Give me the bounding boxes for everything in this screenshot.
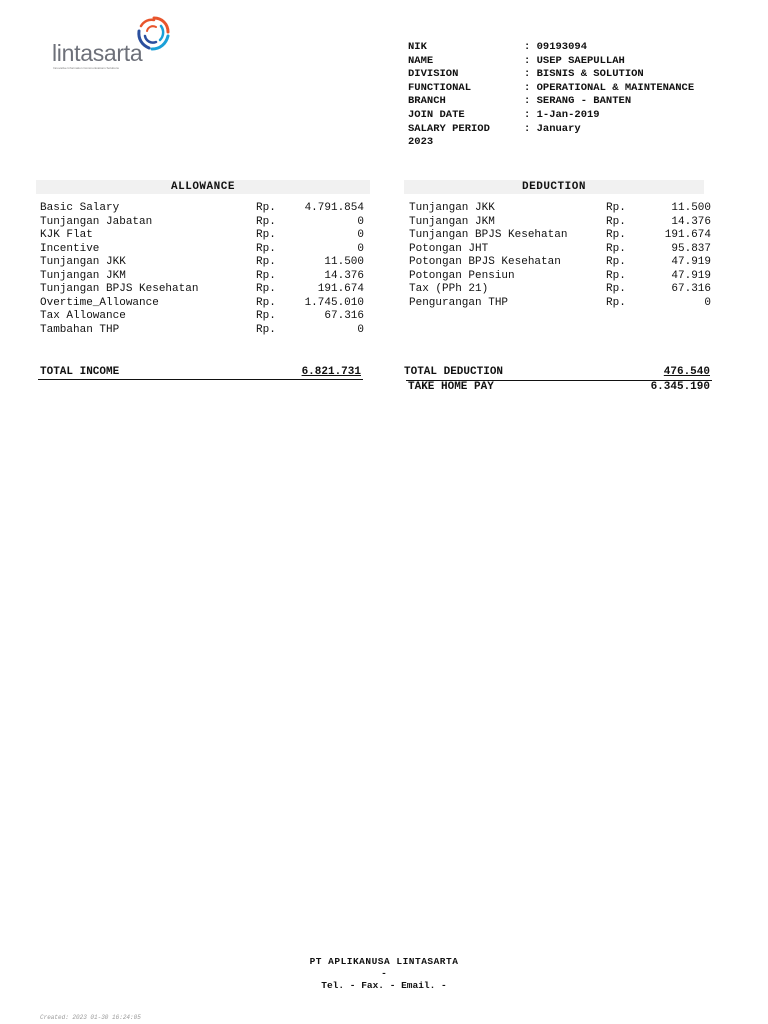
allowance-header: ALLOWANCE (36, 180, 370, 194)
info-row (408, 55, 694, 69)
item-label: Tunjangan BPJS Kesehatan (409, 229, 568, 241)
info-row (408, 123, 694, 137)
allowance-row (40, 202, 364, 216)
info-value: : January (524, 122, 581, 135)
info-label: JOIN DATE (408, 108, 465, 121)
item-amount: 47.919 (671, 269, 711, 282)
info-label: SALARY PERIOD (408, 122, 490, 135)
item-currency: Rp. (256, 310, 276, 322)
total-deduction-value: 476.540 (663, 366, 710, 378)
item-currency: Rp. (256, 269, 276, 282)
total-deduction-label: TOTAL DEDUCTION (404, 366, 504, 378)
item-label: Tax Allowance (40, 310, 126, 322)
allowance-row (40, 216, 364, 230)
allowance-row (40, 324, 364, 338)
deduction-row (409, 216, 711, 230)
info-row (408, 41, 694, 55)
deduction-row (409, 283, 711, 297)
item-amount: 47.919 (671, 256, 711, 268)
item-currency: Rp. (256, 242, 276, 255)
info-value: : OPERATIONAL & MAINTENANCE (524, 81, 695, 94)
footer-company: PT APLIKANUSA LINTASARTA (309, 956, 459, 967)
logo-tagline: Innovative Information Communications Solutions (53, 66, 119, 70)
allowance-row (40, 297, 364, 311)
company-logo (50, 14, 175, 74)
deduction-row (409, 243, 711, 257)
allowance-row (40, 270, 364, 284)
total-income-row (38, 366, 363, 380)
info-value: : 1-Jan-2019 (524, 108, 600, 121)
info-row (408, 136, 694, 150)
take-home-pay-label: TAKE HOME PAY (408, 381, 494, 393)
total-income-value: 6.821.731 (301, 366, 361, 378)
allowance-row (40, 256, 364, 270)
deduction-table (409, 202, 711, 310)
allowance-row (40, 243, 364, 257)
item-amount: 0 (357, 323, 364, 336)
info-label: BRANCH (408, 95, 446, 108)
item-label: Tunjangan JKM (40, 269, 126, 282)
item-currency: Rp. (256, 323, 276, 336)
item-amount: 191.674 (317, 283, 364, 295)
item-label: Overtime_Allowance (40, 296, 159, 309)
item-label: Tunjangan JKK (40, 256, 126, 268)
item-currency: Rp. (606, 296, 626, 309)
item-label: Potongan JHT (409, 242, 489, 255)
item-amount: 0 (357, 242, 364, 255)
deduction-row (409, 202, 711, 216)
item-currency: Rp. (256, 283, 276, 295)
total-deduction-row (402, 366, 712, 379)
item-currency: Rp. (606, 215, 626, 228)
item-label: Tax (PPh 21) (409, 283, 489, 295)
item-currency: Rp. (256, 229, 276, 241)
info-value: : 09193094 (524, 41, 588, 53)
item-amount: 1.745.010 (304, 296, 364, 309)
item-amount: 0 (357, 229, 364, 241)
info-label: DIVISION (408, 68, 459, 81)
logo-wordmark: lintasarta (52, 40, 143, 66)
item-amount: 67.316 (324, 310, 364, 322)
info-value: : USEP SAEPULLAH (524, 54, 625, 67)
item-currency: Rp. (256, 296, 276, 309)
deduction-row (409, 229, 711, 243)
item-label: KJK Flat (40, 229, 93, 241)
item-label: Potongan Pensiun (409, 269, 515, 282)
item-label: Pengurangan THP (409, 296, 509, 309)
footer-dash: - (381, 968, 387, 979)
item-amount: 4.791.854 (304, 202, 364, 214)
info-row (408, 95, 694, 109)
item-label: Tambahan THP (40, 323, 120, 336)
deduction-header: DEDUCTION (404, 180, 704, 194)
info-label: NIK (408, 41, 427, 53)
item-amount: 11.500 (671, 202, 711, 214)
allowance-table (40, 202, 364, 337)
info-label: FUNCTIONAL (408, 81, 472, 94)
deduction-row (409, 270, 711, 284)
item-currency: Rp. (606, 242, 626, 255)
employee-info (408, 41, 694, 150)
item-label: Tunjangan Jabatan (40, 215, 153, 228)
allowance-row (40, 283, 364, 297)
item-currency: Rp. (606, 269, 626, 282)
info-label: NAME (408, 54, 434, 67)
item-currency: Rp. (256, 215, 276, 228)
info-row (408, 109, 694, 123)
item-label: Incentive (40, 242, 100, 255)
item-currency: Rp. (606, 229, 626, 241)
item-amount: 191.674 (664, 229, 711, 241)
item-label: Tunjangan JKM (409, 215, 495, 228)
item-label: Potongan BPJS Kesehatan (409, 256, 561, 268)
item-label: Basic Salary (40, 202, 120, 214)
item-amount: 0 (704, 296, 711, 309)
deduction-row (409, 256, 711, 270)
allowance-row (40, 310, 364, 324)
info-row (408, 82, 694, 96)
item-currency: Rp. (606, 256, 626, 268)
total-income-label: TOTAL INCOME (40, 366, 120, 378)
item-currency: Rp. (606, 202, 626, 214)
created-timestamp: Created: 2023 01-30 16:24:05 (40, 1014, 141, 1021)
item-amount: 67.316 (671, 283, 711, 295)
item-currency: Rp. (256, 256, 276, 268)
info-value: : SERANG - BANTEN (524, 95, 632, 108)
take-home-pay-row (406, 380, 712, 394)
footer-contact: Tel. - Fax. - Email. - (321, 980, 447, 991)
item-amount: 11.500 (324, 256, 364, 268)
take-home-pay-value: 6.345.190 (650, 381, 710, 393)
item-amount: 95.837 (671, 242, 711, 255)
info-value: : BISNIS & SOLUTION (524, 68, 644, 81)
item-label: Tunjangan JKK (409, 202, 495, 214)
item-label: Tunjangan BPJS Kesehatan (40, 283, 199, 295)
item-amount: 0 (357, 215, 364, 228)
item-amount: 14.376 (671, 215, 711, 228)
info-label: 2023 (408, 136, 434, 149)
item-amount: 14.376 (324, 269, 364, 282)
info-row (408, 68, 694, 82)
allowance-row (40, 229, 364, 243)
item-currency: Rp. (256, 202, 276, 214)
deduction-row (409, 297, 711, 311)
item-currency: Rp. (606, 283, 626, 295)
